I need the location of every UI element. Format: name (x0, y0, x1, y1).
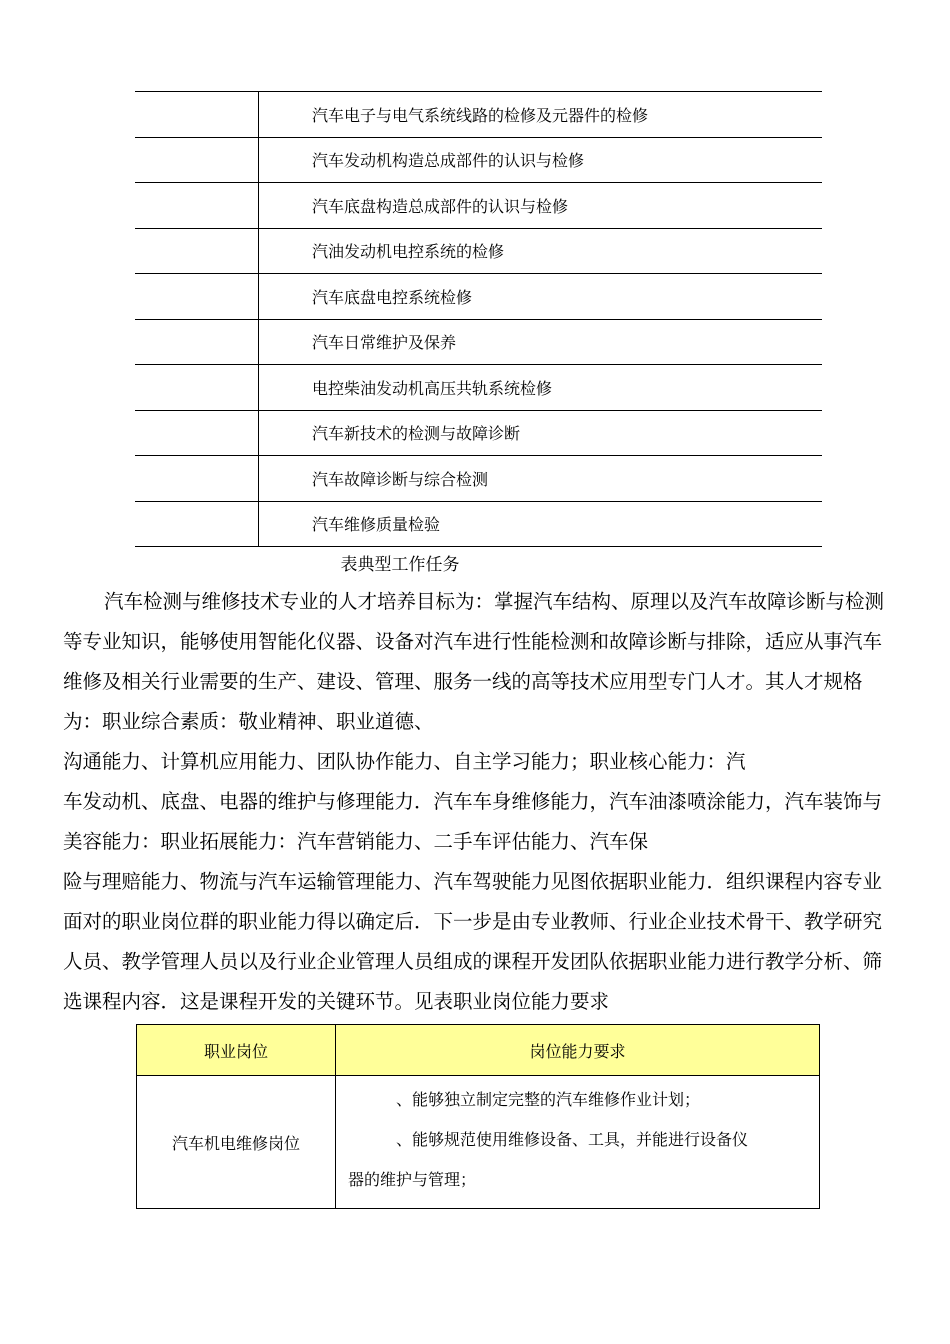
body-paragraph: 车发动机、底盘、电器的维护与修理能力．汽车车身维修能力，汽车油漆喷涂能力，汽车装饰与美容能力：职业拓展能力：汽车营销能力、二手车评估能力、汽车保 (63, 790, 883, 853)
table-row (135, 410, 822, 456)
task-cell: 汽车底盘电控系统检修 (259, 274, 823, 320)
task-cell: 汽车维修质量检验 (259, 501, 823, 547)
task-cell: 汽车发动机构造总成部件的认识与检修 (259, 137, 823, 183)
table-row (135, 319, 822, 365)
task-cell: 汽车底盘构造总成部件的认识与检修 (259, 183, 823, 229)
requirement-line: 器的维护与管理； (348, 1170, 477, 1189)
table-row (137, 1076, 820, 1209)
requirement-line: 、能够独立制定完整的汽车维修作业计划； (396, 1090, 701, 1109)
task-cell: 汽车新技术的检测与故障诊断 (259, 410, 823, 456)
task-cell: 汽车电子与电气系统线路的检修及元器件的检修 (259, 92, 823, 138)
typical-tasks-table (135, 91, 822, 547)
header-job-post: 职业岗位 (137, 1025, 336, 1076)
table-row (135, 228, 822, 274)
body-paragraph: 险与理赔能力、物流与汽车运输管理能力、汽车驾驶能力见图依据职业能力．组织课程内容专业面对的职业岗位群的职业能力得以确定后．下一步是由专业教师、行业企业技术骨干、教学研究人员、教学管理人员以及行业企业管理人员组成的课程开发团队依据职业能力进行教学分析、筛选课程内容．这是课程开发的关键环节。见表职业岗位能力要求 (63, 870, 883, 1013)
table-row (135, 501, 822, 547)
task-cell: 汽车故障诊断与综合检测 (259, 456, 823, 502)
body-paragraph: 汽车检测与维修技术专业的人才培养目标为：掌握汽车结构、原理以及汽车故障诊断与检测等专业知识，能够使用智能化仪器、设备对汽车进行性能检测和故障诊断与排除，适应从事汽车维修及相关行业需要的生产、建设、管理、服务一线的高等技术应用型专门人才。其人才规格为：职业综合素质：敬业精神、职业道德、 (63, 590, 885, 733)
table-row (135, 183, 822, 229)
table-caption: 表典型工作任务 (340, 555, 460, 575)
table-row (135, 365, 822, 411)
header-ability-requirements: 岗位能力要求 (336, 1025, 820, 1076)
requirement-line: 、能够规范使用维修设备、工具，并能进行设备仪 (396, 1130, 749, 1149)
task-cell: 电控柴油发动机高压共轨系统检修 (259, 365, 823, 411)
requirements-cell (336, 1076, 820, 1209)
job-ability-table (136, 1024, 820, 1209)
table-row (135, 456, 822, 502)
table-row (135, 274, 822, 320)
task-cell: 汽油发动机电控系统的检修 (259, 228, 823, 274)
task-cell: 汽车日常维护及保养 (259, 319, 823, 365)
table-header-row (137, 1025, 820, 1076)
table-row (135, 92, 822, 138)
table-row (135, 137, 822, 183)
job-post-cell: 汽车机电维修岗位 (137, 1076, 336, 1209)
body-paragraph: 沟通能力、计算机应用能力、团队协作能力、自主学习能力；职业核心能力：汽 (63, 750, 746, 773)
